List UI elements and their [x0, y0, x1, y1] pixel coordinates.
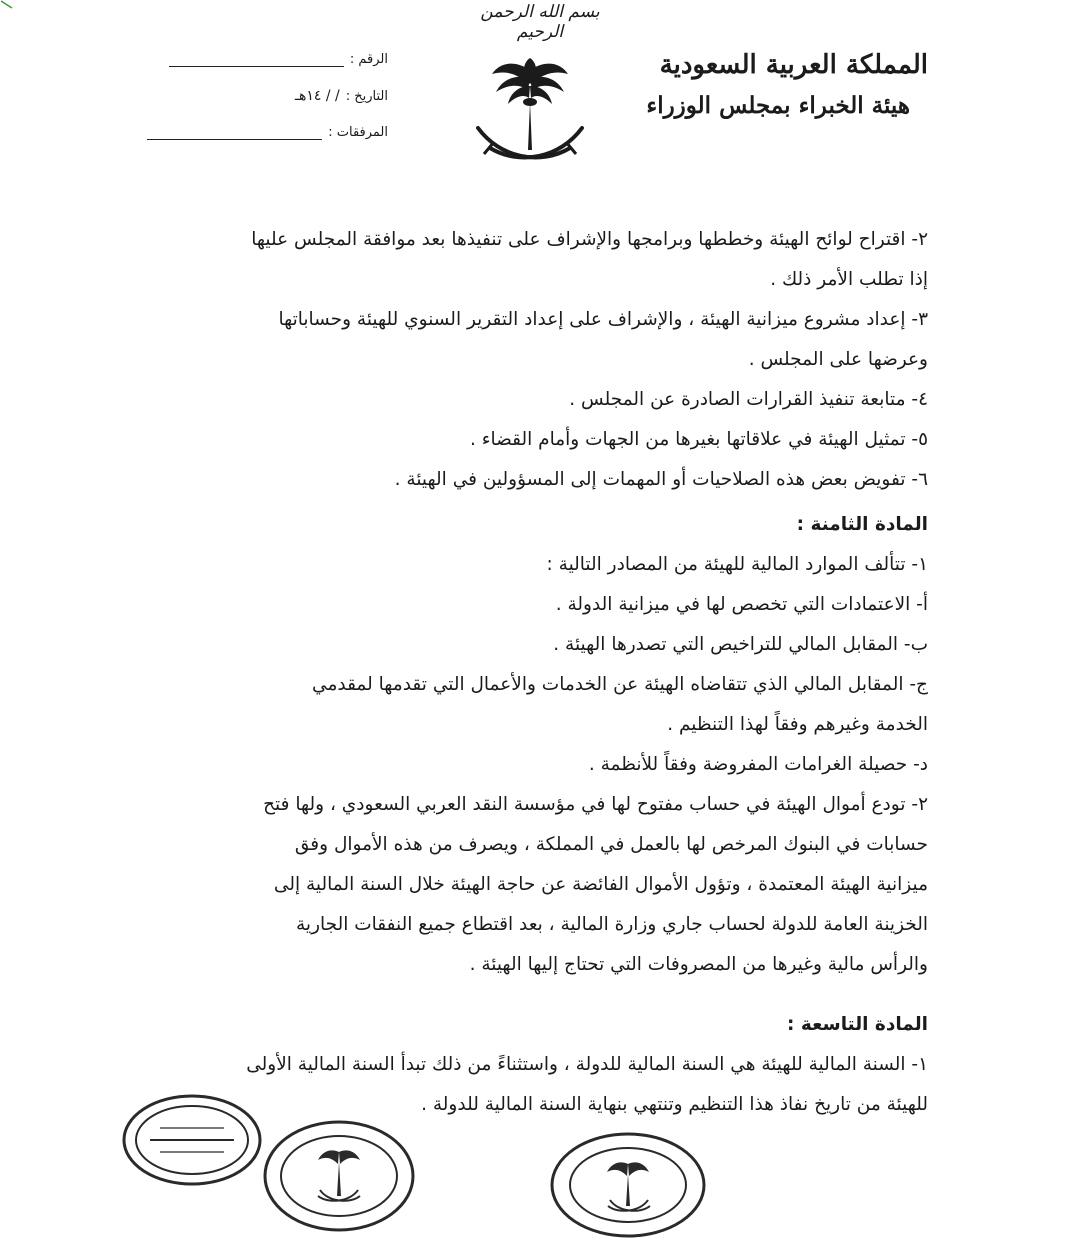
- text-line: ميزانية الهيئة المعتمدة ، وتؤول الأموال الفائضة عن حاجة الهيئة خلال السنة المالية إلى: [273, 874, 928, 895]
- ref-label: الرقم :: [349, 52, 388, 67]
- left-stamp: [120, 1092, 265, 1187]
- article9-heading: المادة التاسعة :: [787, 1014, 928, 1035]
- attachments-line: [147, 129, 322, 140]
- text-line: ٦- تفويض بعض هذه الصلاحيات أو المهمات إلى المسؤولين في الهيئة .: [394, 469, 928, 490]
- bureau-name: هيئة الخبراء بمجلس الوزراء: [646, 92, 910, 119]
- palm-swords-emblem: [470, 40, 590, 175]
- text-line: إذا تطلب الأمر ذلك .: [770, 269, 928, 290]
- article8: [150, 505, 928, 985]
- text-line: ١- تتألف الموارد المالية للهيئة من المصادر التالية :: [546, 554, 928, 575]
- text-line: حسابات في البنوك المرخص لها بالعمل في المملكة ، ويصرف من هذه الأموال وفق: [294, 834, 928, 855]
- middle-stamp: [262, 1118, 417, 1233]
- article7-items: [150, 220, 928, 500]
- article9: [150, 1005, 928, 1125]
- text-line: ج- المقابل المالي الذي تتقاضاه الهيئة عن الخدمات والأعمال التي تقدمها لمقدمي: [312, 674, 928, 695]
- text-line: أ- الاعتمادات التي تخصص لها في ميزانية الدولة .: [555, 594, 928, 615]
- date-field: [295, 88, 388, 104]
- text-line: ٢- اقتراح لوائح الهيئة وخططها وبرامجها والإشراف على تنفيذها بعد موافقة المجلس عليها: [251, 229, 928, 250]
- text-line: ب- المقابل المالي للتراخيص التي تصدرها الهيئة .: [553, 634, 928, 655]
- right-stamp: [548, 1130, 708, 1240]
- text-line: ٢- تودع أموال الهيئة في حساب مفتوح لها في مؤسسة النقد العربي السعودي ، ولها فتح: [263, 794, 928, 815]
- text-line: د- حصيلة الغرامات المفروضة وفقاً للأنظمة .: [588, 754, 928, 775]
- text-line: الخزينة العامة للدولة لحساب جاري وزارة المالية ، بعد اقتطاع جميع النفقات الجارية: [296, 914, 928, 935]
- attachments-label: المرفقات :: [328, 125, 388, 140]
- text-line: ٤- متابعة تنفيذ القرارات الصادرة عن المجلس .: [569, 389, 928, 410]
- kingdom-name: المملكة العربية السعودية: [659, 50, 928, 80]
- corner-mark: [0, 0, 14, 10]
- text-line: ١- السنة المالية للهيئة هي السنة المالية للدولة ، واستثناءً من ذلك تبدأ السنة المالية الأولى: [246, 1054, 928, 1075]
- article8-heading: المادة الثامنة :: [796, 514, 928, 535]
- text-line: الخدمة وغيرهم وفقاً لهذا التنظيم .: [667, 714, 928, 735]
- date-label: التاريخ :: [345, 89, 388, 104]
- text-line: للهيئة من تاريخ نفاذ هذا التنظيم وتنتهي بنهاية السنة المالية للدولة .: [421, 1094, 928, 1115]
- ref-field: [169, 52, 388, 67]
- attachments-field: [147, 125, 388, 140]
- date-value: / / ١٤هـ: [294, 88, 340, 104]
- basmala: بسم الله الرحمن الرحيم: [480, 2, 600, 42]
- text-line: ٣- إعداد مشروع ميزانية الهيئة ، والإشراف على إعداد التقرير السنوي للهيئة وحساباتها: [278, 309, 928, 330]
- text-line: وعرضها على المجلس .: [748, 349, 928, 370]
- text-line: والرأس مالية وغيرها من المصروفات التي تحتاج إليها الهيئة .: [469, 954, 928, 975]
- text-line: ٥- تمثيل الهيئة في علاقاتها بغيرها من الجهات وأمام القضاء .: [470, 429, 928, 450]
- ref-line: [169, 56, 344, 67]
